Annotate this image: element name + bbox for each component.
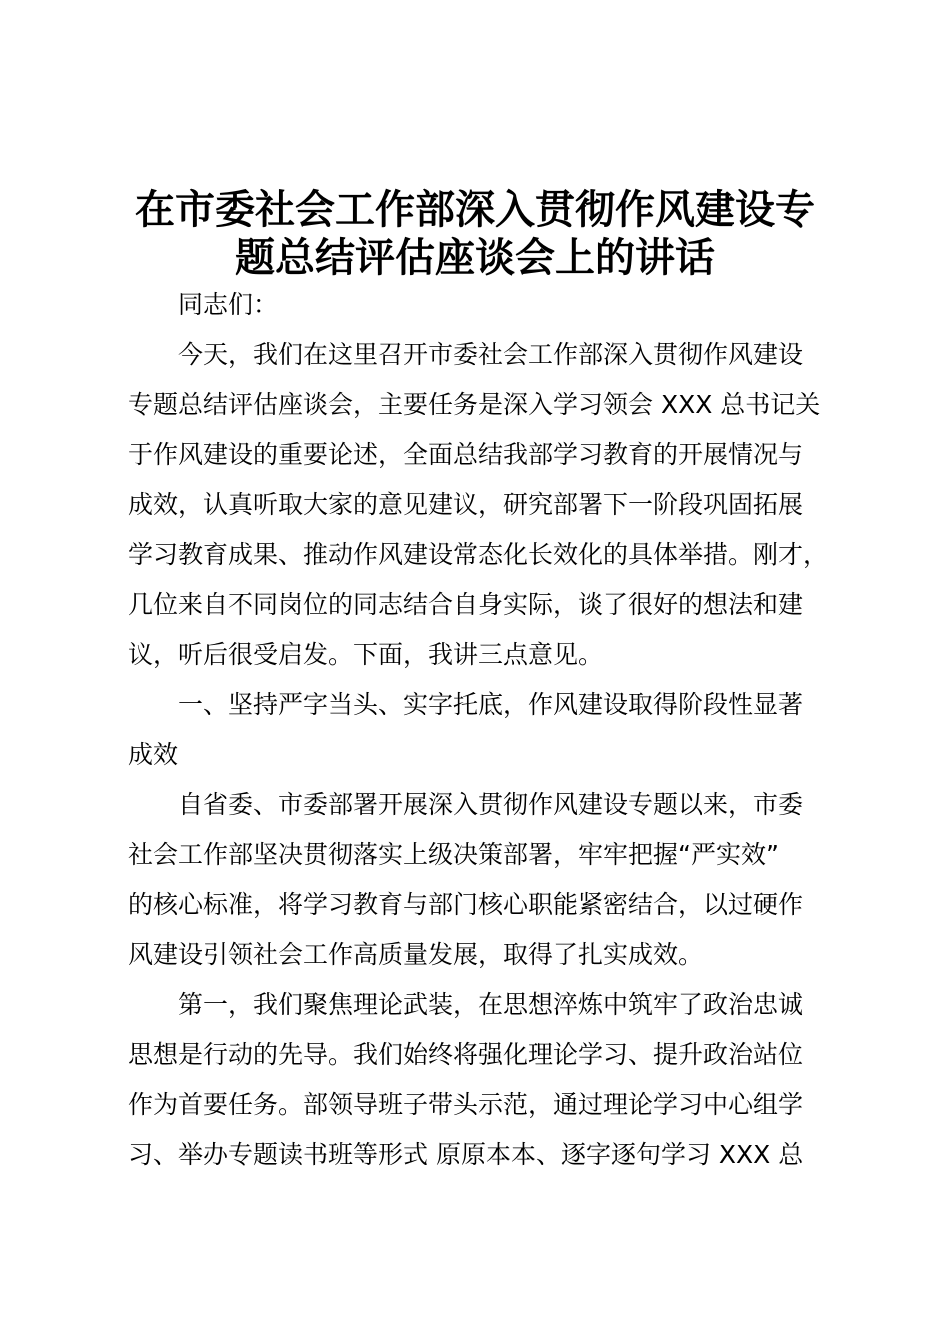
body-line: 社会工作部坚决贯彻落实上级决策部署，牢牢把握“严实效”	[128, 840, 779, 869]
body-line: 专题总结评估座谈会，主要任务是深入学习领会 XXX 总书记关	[128, 390, 821, 419]
body-line: 自省委、市委部署开展深入贯彻作风建设专题以来，市委	[178, 790, 804, 819]
body-line: 风建设引领社会工作高质量发展，取得了扎实成效。	[128, 940, 704, 969]
salutation: 同志们：	[178, 290, 279, 319]
section-heading-line: 一、坚持严字当头、实字托底，作风建设取得阶段性显著	[178, 690, 804, 719]
section-heading-line: 成效	[128, 740, 179, 769]
document-title-line-2: 题总结评估座谈会上的讲话	[235, 234, 715, 281]
body-line: 议，听后很受启发。下面，我讲三点意见。	[128, 640, 604, 669]
body-line: 学习教育成果、推动作风建设常态化长效化的具体举措。刚才，	[128, 540, 829, 569]
body-line: 第一，我们聚焦理论武装，在思想淬炼中筑牢了政治忠诚	[178, 990, 804, 1019]
body-line: 思想是行动的先导。我们始终将强化理论学习、提升政治站位	[128, 1040, 804, 1069]
body-line: 作为首要任务。部领导班子带头示范，通过理论学习中心组学	[128, 1090, 804, 1119]
body-line: 习、举办专题读书班等形式 原原本本、逐字逐句学习 XXX 总	[128, 1140, 804, 1169]
body-line: 的核心标准，将学习教育与部门核心职能紧密结合，以过硬作	[128, 890, 804, 919]
body-line: 几位来自不同岗位的同志结合自身实际，谈了很好的想法和建	[128, 590, 804, 619]
document-title-line-1: 在市委社会工作部深入贯彻作风建设专	[135, 186, 815, 233]
body-line: 于作风建设的重要论述，全面总结我部学习教育的开展情况与	[128, 440, 804, 469]
body-line: 今天，我们在这里召开市委社会工作部深入贯彻作风建设	[178, 340, 804, 369]
body-line: 成效，认真听取大家的意见建议，研究部署下一阶段巩固拓展	[128, 490, 804, 519]
